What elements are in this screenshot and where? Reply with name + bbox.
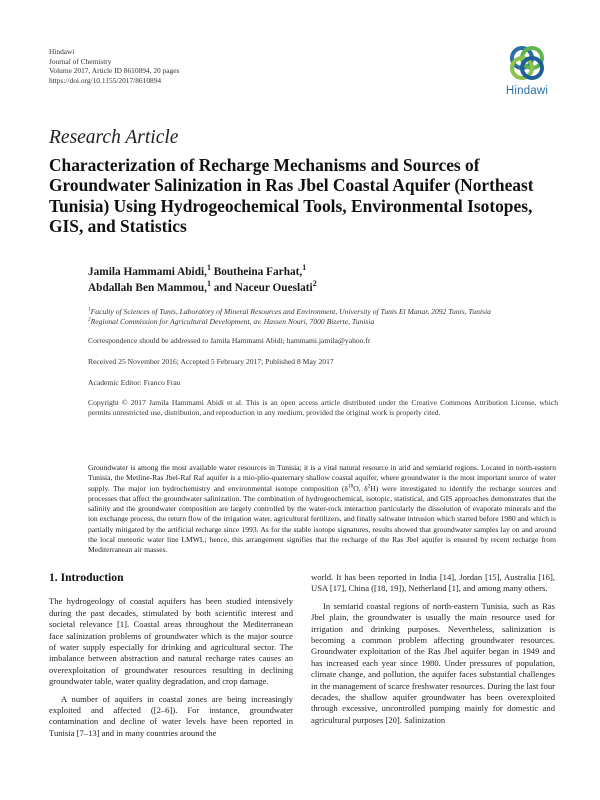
isotope-superscript: 18 bbox=[347, 483, 354, 490]
hindawi-logo-icon bbox=[507, 43, 547, 83]
body-paragraph: The hydrogeology of coastal aquifers has been studied intensively during the past decades, stimulated by both scientific interest and societal relevance [1]. Coastal areas throughout the Mediterranean face salinization problems of groundwater which is the major source of water supply especially for drinking and agricultural sector. The imbalance between abstraction and natural recharge rates causes an overexploitation of groundwater resources resulting in declining groundwater table, water quality degradation, and crop damage. bbox=[49, 596, 293, 687]
author-name[interactable]: Jamila Hammami Abidi, bbox=[88, 266, 207, 278]
affiliation-mark: 1 bbox=[88, 306, 91, 313]
body-column-left bbox=[49, 572, 293, 739]
copyright-notice: Copyright © 2017 Jamila Hammami Abidi et al. This is an open access article distributed under the Creative Commons Attribution License, which permits unrestricted use, distribution, and reproduction in any medium, provided the original work is properly cited. bbox=[88, 398, 558, 418]
body-paragraph: world. It has been reported in India [14], Jordan [15], Australia [16], USA [17], China ([18, 19]), Netherland [1], and among many others. bbox=[311, 572, 555, 594]
body-column-right bbox=[311, 572, 555, 726]
abstract-text: H) were investigated to identify the recharge sources and processes that affect the groundwater salinization. The combination of hydrogeochemical, isotopic, statistical, and GIS approaches demonstrates that the salinity and the groundwater composition are largely controlled by the water-rock interaction particularly the dissolution of evaporate minerals and the ion exchange process, the return flow of the irrigation water, agricultural fertilizers, and finally saltwater intrusion which started before 1980 and which is partially mitigated by the artificial recharge since 1993. As for the stable isotope signatures, results showed that groundwater samples lay on and around the local meteoric water line LMWL; hence, this arrangement signifies that the recharge of the Ras Jbel aquifer is ensured by recent recharge from Mediterranean air masses. bbox=[88, 483, 557, 555]
author-affil-mark: 1 bbox=[206, 263, 211, 273]
abstract-text: Groundwater is among the most available water resources in Tunisia; it is a vital natural resource in arid and semiarid regions. Located in north-eastern Tunisia, the Metline-Ras Jbel-Raf Raf aquifer is a mio-plio-quaternary shallow coastal aquifer, where groundwater is the most important source of water supply. The major ion hydrochemistry and environmental isotope composition (δ bbox=[88, 463, 556, 493]
journal-meta bbox=[49, 47, 179, 85]
author-name[interactable]: and Naceur Oueslati bbox=[210, 282, 313, 294]
author-name[interactable]: Boutheina Farhat, bbox=[210, 266, 303, 278]
author-name[interactable]: Abdallah Ben Mammou, bbox=[88, 282, 207, 294]
academic-editor: Academic Editor: Franco Frau bbox=[88, 378, 181, 387]
affiliation-text: Faculty of Sciences of Tunis, Laboratory of Mineral Resources and Environment, University of Tunis El Manar, 2092 Tunis, Tunisia bbox=[90, 307, 491, 316]
affiliations bbox=[88, 307, 558, 328]
article-title: Characterization of Recharge Mechanisms and Sources of Groundwater Salinization in Ras Jbel Coastal Aquifer (Northeast Tunisia) Using Hydrogeochemical Tools, Environmental Isotopes, GIS, and Statistics bbox=[49, 155, 534, 236]
body-paragraph: In semiarid coastal regions of north-eastern Tunisia, such as Ras Jbel plain, the groundwater is usually the main resource used for irrigation and drinking purposes. Nevertheless, salinization is becoming a common problem affecting groundwater resources. Groundwater exploitation of the Ras Jbel aquifer began in 1949 and has increased each year since 1980. Under pressures of population, climate change, and pollution, the aquifer faces substantial challenges in the management of scarce freshwater resources. During the last four decades, the shallow aquifer groundwater has been overexploited through excessive, uncontrolled pumping mainly for domestic and agricultural purposes [20]. Salinization bbox=[311, 600, 555, 725]
affiliation-2 bbox=[88, 317, 558, 327]
publisher-name: Hindawi bbox=[49, 47, 75, 56]
body-paragraph: A number of aquifers in coastal zones are being increasingly exploited and affected ([2–6]). For instance, groundwater contamination and decline of water levels have been reported in Tunisia [7–13] and in many countries around the bbox=[49, 693, 293, 738]
author-list bbox=[88, 264, 548, 296]
volume-info: Volume 2017, Article ID 8610894, 20 pages bbox=[49, 66, 180, 76]
section-heading: 1. Introduction bbox=[49, 571, 124, 584]
doi-link[interactable]: https://doi.org/10.1155/2017/8610894 bbox=[49, 75, 162, 85]
affiliation-text: Regional Commission for Agricultural Development, av. Hassen Nouri, 7000 Bizerte, Tunisia bbox=[90, 317, 375, 327]
logo-text: Hindawi bbox=[505, 85, 549, 97]
abstract-text: O, δ bbox=[353, 483, 368, 493]
affiliation-mark: 2 bbox=[88, 316, 91, 323]
journal-name: Journal of Chemistry bbox=[49, 56, 112, 66]
author-affil-mark: 1 bbox=[302, 263, 307, 273]
abstract bbox=[88, 463, 556, 556]
isotope-superscript: 2 bbox=[367, 483, 371, 490]
author-affil-mark: 2 bbox=[312, 279, 317, 289]
hindawi-logo bbox=[497, 43, 557, 105]
author-affil-mark: 1 bbox=[206, 279, 211, 289]
correspondence: Correspondence should be addressed to Jamila Hammami Abidi; hammami.jamila@yahoo.fr bbox=[88, 336, 371, 345]
publication-dates: Received 25 November 2016; Accepted 5 February 2017; Published 8 May 2017 bbox=[88, 357, 334, 366]
article-type: Research Article bbox=[49, 127, 179, 148]
affiliation-1 bbox=[88, 307, 558, 317]
